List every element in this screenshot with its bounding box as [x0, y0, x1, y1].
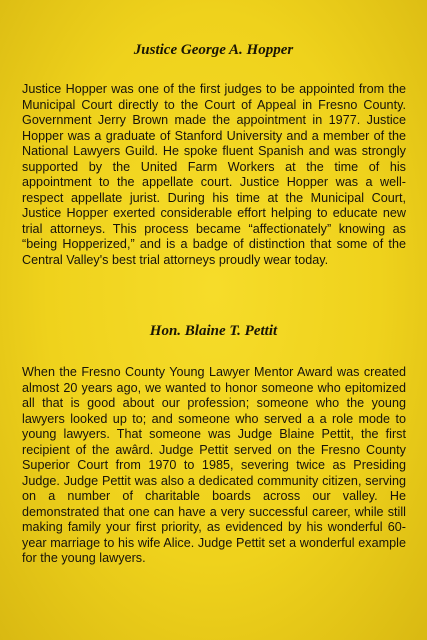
section-title-pettit: Hon. Blaine T. Pettit: [149, 323, 278, 339]
section-title-hopper: Justice George A. Hopper: [133, 42, 294, 58]
section-body-hopper: Justice Hopper was one of the first judges to be appointed from the Municipal Court directly to the Court of Appeal in Fresno County. Government Jerry Brown made the appointment in 1977. Justice Hopper was a graduate of Stanford University and a member of the National Lawyers Guild. He spoke fluent Spanish and was strongly supported by the United Farm Workers at the time of his appointment to the appellate court. Justice Hopper was a well-respect appellate jurist. During his time at the Municipal Court, Justice Hopper exerted considerable effort helping to educate new trial attorneys. This process became “affectionately” knowing as “being Hopperized,” and is a badge of distinction that some of the Central Valley's best trial attorneys proudly wear today.: [22, 82, 406, 267]
section-body-pettit: When the Fresno County Young Lawyer Mentor Award was created almost 20 years ago, we wanted to honor someone who epitomized all that is good about our profession; someone who the young lawyers looked up to; and someone who served a a role mode to young lawyers. That someone was Judge Blaine Pettit, the first recipient of the awârd. Judge Pettit served on the Fresno County Superior Court from 1970 to 1985, severing twice as Presiding Judge. Judge Pettit was also a dedicated community citizen, serving on a number of charitable boards across our valley. He demonstrated that one can have a very successful career, while still making family your first priority, as evidenced by his wonderful 60-year marriage to his wife Alice. Judge Pettit set a wonderful example for the young lawyers.: [22, 365, 406, 565]
